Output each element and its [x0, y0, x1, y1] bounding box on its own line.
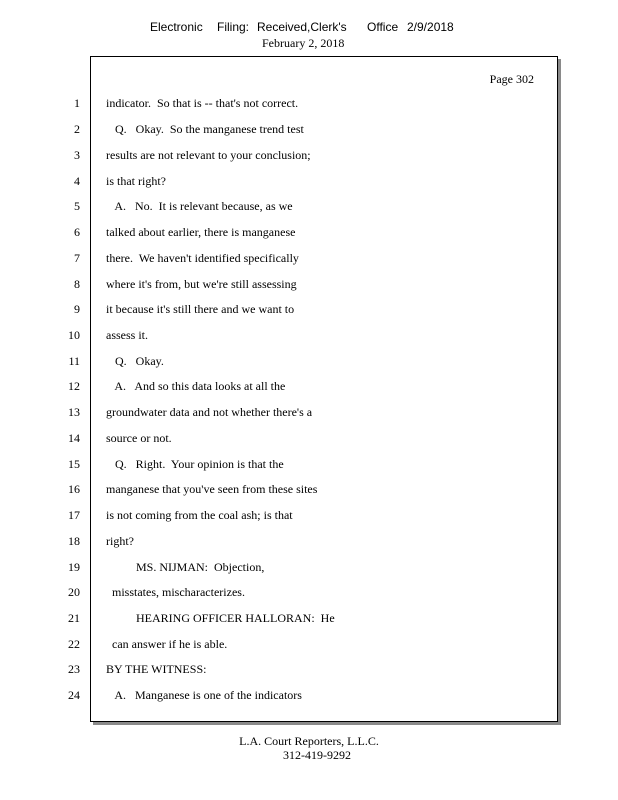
- transcript-line: Q. Okay.: [106, 354, 164, 368]
- transcript-line: source or not.: [106, 431, 172, 445]
- transcript-line: A. Manganese is one of the indicators: [106, 688, 302, 702]
- line-number: 10: [68, 328, 80, 342]
- line-number: 8: [74, 277, 80, 291]
- stamp-word-received-clerks: Received,Clerk's: [257, 20, 347, 34]
- transcript-line: misstates, mischaracterizes.: [106, 585, 245, 599]
- line-number: 4: [74, 174, 80, 188]
- electronic-filing-stamp: [0, 20, 618, 36]
- line-number: 15: [68, 457, 80, 471]
- line-number: 14: [68, 431, 80, 445]
- line-number: 9: [74, 302, 80, 316]
- line-number: 11: [68, 354, 80, 368]
- line-number: 13: [68, 405, 80, 419]
- transcript-line: HEARING OFFICER HALLORAN: He: [106, 611, 335, 625]
- line-number: 2: [74, 122, 80, 136]
- transcript-line: manganese that you've seen from these sites: [106, 482, 318, 496]
- transcript-line: MS. NIJMAN: Objection,: [106, 560, 265, 574]
- transcript-line: it because it's still there and we want to: [106, 302, 295, 316]
- line-number: 3: [74, 148, 80, 162]
- line-number: 5: [74, 199, 80, 213]
- line-number: 16: [68, 482, 80, 496]
- stamp-filing-date: 2/9/2018: [407, 20, 454, 34]
- transcript-line: groundwater data and not whether there's a: [106, 405, 313, 419]
- court-reporter-firm: L.A. Court Reporters, L.L.C.: [239, 734, 379, 748]
- line-number: 7: [74, 251, 80, 265]
- stamp-word-filing: Filing:: [217, 20, 250, 34]
- transcript-line: BY THE WITNESS:: [106, 662, 207, 676]
- transcript-line: Q. Right. Your opinion is that the: [106, 457, 284, 471]
- line-number: 23: [68, 662, 80, 676]
- transcript-date: February 2, 2018: [262, 36, 345, 50]
- line-number: 22: [68, 637, 80, 651]
- line-number: 18: [68, 534, 80, 548]
- line-number: 20: [68, 585, 80, 599]
- transcript-line: is not coming from the coal ash; is that: [106, 508, 293, 522]
- transcript-line: indicator. So that is -- that's not correct.: [106, 96, 299, 110]
- transcript-line: results are not relevant to your conclusion;: [106, 148, 311, 162]
- line-number: 1: [74, 96, 80, 110]
- line-number: 6: [74, 225, 80, 239]
- transcript-line: there. We haven't identified specifically: [106, 251, 299, 265]
- line-number: 12: [68, 379, 80, 393]
- court-reporter-phone: 312-419-9292: [283, 748, 351, 762]
- transcript-line: is that right?: [106, 174, 166, 188]
- transcript-line: Q. Okay. So the manganese trend test: [106, 122, 304, 136]
- page-number: Page 302: [489, 72, 534, 86]
- transcript-line: assess it.: [106, 328, 148, 342]
- line-number: 19: [68, 560, 80, 574]
- transcript-line: can answer if he is able.: [106, 637, 228, 651]
- line-number: 17: [68, 508, 80, 522]
- transcript-line: right?: [106, 534, 134, 548]
- transcript-line: talked about earlier, there is manganese: [106, 225, 296, 239]
- transcript-line: A. And so this data looks at all the: [106, 379, 286, 393]
- stamp-word-electronic: Electronic: [150, 20, 203, 34]
- line-number: 24: [68, 688, 80, 702]
- stamp-word-office: Office: [367, 20, 399, 34]
- transcript-line: A. No. It is relevant because, as we: [106, 199, 293, 213]
- transcript-line: where it's from, but we're still assessing: [106, 277, 297, 291]
- line-number: 21: [68, 611, 80, 625]
